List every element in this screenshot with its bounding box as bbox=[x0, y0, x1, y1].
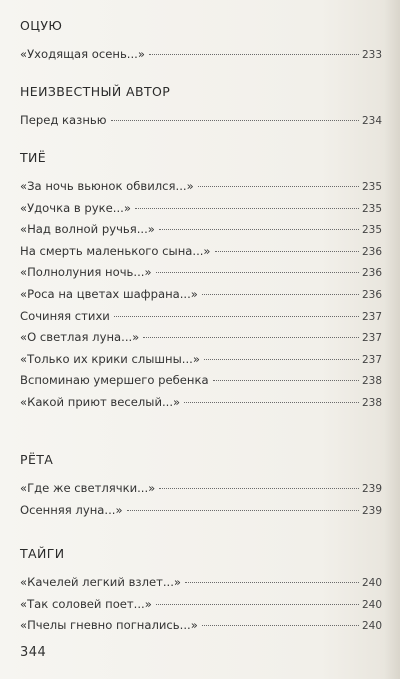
dot-leader bbox=[127, 510, 359, 511]
toc-entry bbox=[20, 327, 382, 349]
entry-title: «Пчелы гневно погнались...» bbox=[20, 618, 198, 633]
entry-page-number: 236 bbox=[361, 267, 382, 280]
entry-title: «Какой приют веселый...» bbox=[20, 394, 181, 409]
toc-entry bbox=[20, 219, 382, 241]
entry-page-number: 238 bbox=[361, 396, 382, 409]
entry-page-number: 240 bbox=[361, 577, 382, 589]
toc-entry bbox=[20, 176, 382, 198]
author-heading: НЕИЗВЕСТНЫЙ АВТОР bbox=[20, 84, 171, 99]
toc-section-ryota bbox=[20, 452, 382, 521]
dot-leader bbox=[198, 186, 359, 187]
toc-entry bbox=[20, 349, 382, 371]
dot-leader bbox=[184, 402, 359, 403]
dot-leader bbox=[159, 229, 359, 230]
toc-entry bbox=[20, 478, 382, 500]
author-heading: ОЦУЮ bbox=[20, 18, 63, 33]
entry-title: Перед казнью bbox=[20, 113, 107, 127]
dot-leader bbox=[204, 359, 359, 360]
entry-title: «О светлая луна...» bbox=[20, 330, 140, 345]
dot-leader bbox=[143, 337, 359, 338]
dot-leader bbox=[149, 54, 359, 55]
toc-section-taigi bbox=[20, 546, 382, 637]
entry-page-number: 237 bbox=[361, 353, 382, 366]
author-heading: РЁТА bbox=[20, 452, 54, 467]
entry-page-number: 240 bbox=[361, 620, 382, 633]
dot-leader bbox=[156, 604, 359, 605]
toc-section-unknown-author bbox=[20, 84, 382, 132]
toc-entry bbox=[20, 572, 382, 594]
entry-title: «Где же светлячки...» bbox=[20, 481, 156, 495]
entry-title: «Над волной ручья...» bbox=[20, 222, 155, 237]
entry-title: «Уходящая осень...» bbox=[20, 47, 145, 61]
toc-entry bbox=[20, 306, 382, 328]
entry-title: «Полнолуния ночь...» bbox=[20, 265, 152, 280]
toc-entry bbox=[20, 262, 382, 284]
dot-leader bbox=[156, 272, 359, 273]
entry-title: «Роса на цветах шафрана...» bbox=[20, 286, 198, 301]
entry-title: «Удочка в руке...» bbox=[20, 200, 131, 215]
dot-leader bbox=[114, 316, 359, 317]
author-heading: ТИЁ bbox=[20, 150, 47, 165]
page-number-folio: 344 bbox=[20, 645, 47, 660]
entry-page-number: 234 bbox=[361, 115, 382, 127]
author-heading: ТАЙГИ bbox=[20, 546, 65, 561]
toc-entry bbox=[20, 44, 382, 66]
entry-page-number: 239 bbox=[361, 483, 382, 495]
entry-page-number: 235 bbox=[361, 224, 382, 237]
entry-page-number: 237 bbox=[361, 310, 382, 323]
dot-leader bbox=[215, 251, 359, 252]
toc-entry bbox=[20, 284, 382, 306]
dot-leader bbox=[185, 582, 359, 583]
toc-entry bbox=[20, 198, 382, 220]
entry-title: Вспоминаю умершего ребенка bbox=[20, 373, 209, 388]
entry-page-number: 235 bbox=[361, 202, 382, 215]
toc-entry bbox=[20, 615, 382, 637]
entry-page-number: 240 bbox=[361, 598, 382, 611]
entry-page-number: 238 bbox=[361, 375, 382, 388]
dot-leader bbox=[135, 208, 359, 209]
dot-leader bbox=[202, 625, 359, 626]
toc-section-tiyo bbox=[20, 150, 382, 414]
entry-title: «Только их крики слышны...» bbox=[20, 351, 200, 366]
toc-entry bbox=[20, 370, 382, 392]
entry-title: Осенняя луна...» bbox=[20, 502, 123, 517]
entry-page-number: 236 bbox=[361, 245, 382, 258]
dot-leader bbox=[159, 488, 359, 489]
toc-entry bbox=[20, 500, 382, 522]
toc-entry bbox=[20, 392, 382, 414]
entry-page-number: 235 bbox=[361, 181, 382, 193]
entry-page-number: 233 bbox=[361, 49, 382, 61]
entry-title: «Так соловей поет...» bbox=[20, 596, 152, 611]
entry-title: «За ночь вьюнок обвился...» bbox=[20, 179, 194, 193]
entry-title: На смерть маленького сына...» bbox=[20, 243, 211, 258]
entry-title: Сочиняя стихи bbox=[20, 308, 110, 323]
toc-entry bbox=[20, 594, 382, 616]
entry-title: «Качелей легкий взлет...» bbox=[20, 575, 182, 589]
toc-entry bbox=[20, 110, 382, 132]
entry-page-number: 237 bbox=[361, 332, 382, 345]
entry-page-number: 236 bbox=[361, 288, 382, 301]
toc-section-otsuyu bbox=[20, 18, 382, 66]
dot-leader bbox=[213, 380, 359, 381]
toc-entry bbox=[20, 241, 382, 263]
dot-leader bbox=[202, 294, 359, 295]
dot-leader bbox=[111, 120, 359, 121]
entry-page-number: 239 bbox=[361, 504, 382, 517]
